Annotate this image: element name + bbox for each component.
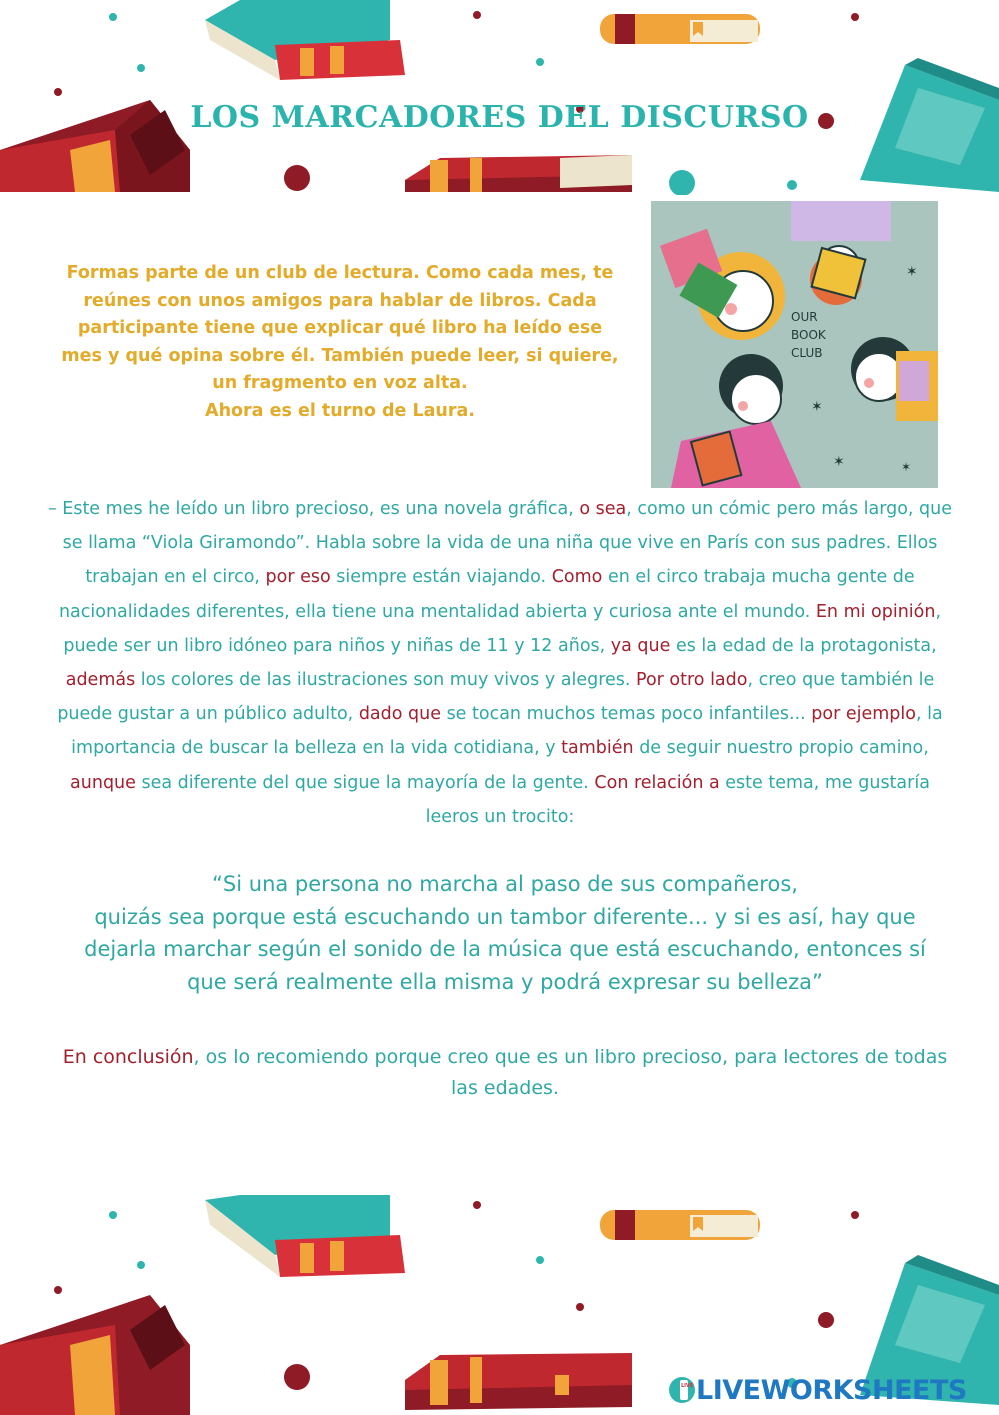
discourse-marker: En conclusión: [62, 1046, 194, 1068]
svg-text:✶: ✶: [906, 264, 918, 280]
top-decoration: [0, 0, 999, 195]
closed-book-icon: [405, 1353, 632, 1410]
closed-book-icon: [205, 0, 405, 80]
story-paragraph: [45, 492, 955, 834]
story-text: siempre están viajando.: [330, 567, 552, 588]
closed-book-icon: [600, 1210, 760, 1240]
intro-turn-text: Ahora es el turno de Laura.: [205, 400, 475, 421]
discourse-marker: también: [561, 738, 634, 759]
closed-book-icon: [205, 1195, 405, 1277]
story-text: se tocan muchos temas poco infantiles...: [441, 704, 812, 725]
quote-line: dejarla marchar según el sonido de la música que está escuchando, entonces sí: [84, 937, 926, 961]
story-text: en el circo trabaja mucha gente de nacionalidades diferentes, ella tiene una mentalidad abierta y curiosa ante el mundo.: [58, 567, 915, 622]
story-text: de seguir nuestro propio camino,: [633, 738, 929, 759]
story-text: sea diferente del que sigue la mayoría de la gente.: [135, 772, 595, 793]
open-book-icon: [0, 1295, 190, 1415]
story-text: – Este mes he leído un libro precioso, es una novela gráfica,: [47, 499, 580, 519]
story-text: , la importancia de buscar la belleza en la vida cotidiana, y: [71, 704, 943, 759]
conclusion-text: , os lo recomiendo porque creo que es un libro precioso, para lectores de todas las edades.: [193, 1046, 948, 1099]
quote-block: [50, 868, 960, 998]
story-text: los colores de las ilustraciones son muy vivos y alegres.: [135, 670, 637, 691]
svg-text:✶: ✶: [811, 399, 823, 415]
discourse-marker: Por otro lado: [636, 670, 748, 691]
discourse-marker: aunque: [70, 772, 136, 793]
quote-line: quizás sea porque está escuchando un tambor diferente... y si es así, hay que: [94, 904, 916, 929]
discourse-marker: por ejemplo: [811, 704, 916, 725]
discourse-marker: ya que: [610, 635, 671, 656]
logo-text: LIVEWORKSHEETS: [696, 1374, 967, 1406]
book-club-illustration: [651, 201, 938, 488]
book-club-image: [651, 201, 938, 488]
live-badge-icon: [668, 1376, 696, 1404]
illustration-caption-1: OUR: [791, 310, 818, 324]
live-badge-text: LIVE: [681, 1383, 694, 1389]
discourse-marker: En mi opinión: [815, 601, 936, 622]
svg-text:✶: ✶: [901, 460, 912, 474]
page-title: LOS MARCADORES DEL DISCURSO: [190, 100, 809, 135]
story-text: , creo que también le puede gustar a un público adulto,: [57, 670, 935, 725]
conclusion-paragraph: [50, 1042, 960, 1104]
story-text: , como un cómic pero más largo, que se llama “Viola Giramondo”. Habla sobre la vida de una niña que vive en París con sus padres. Ellos trabajan en el circo,: [62, 499, 953, 588]
closed-book-icon: [600, 14, 760, 44]
quote-line: que será realmente ella misma y podrá expresar su belleza”: [187, 969, 823, 994]
illustration-caption-3: CLUB: [791, 346, 823, 360]
story-text: este tema, me gustaría leeros un trocito:: [425, 772, 930, 827]
illustration-caption-2: BOOK: [791, 328, 826, 342]
discourse-marker: dado que: [358, 704, 441, 725]
discourse-marker: Con relación a: [594, 772, 720, 793]
intro-paragraph: [55, 260, 625, 425]
discourse-marker: además: [65, 670, 136, 691]
liveworksheets-logo[interactable]: [668, 1372, 967, 1408]
discourse-marker: Como: [551, 567, 603, 588]
discourse-marker: o sea: [579, 499, 627, 519]
svg-text:✶: ✶: [833, 454, 845, 470]
story-text: , puede ser un libro idóneo para niños y niñas de 11 y 12 años,: [63, 601, 942, 656]
story-text: es la edad de la protagonista,: [670, 635, 937, 656]
discourse-marker: por eso: [265, 567, 331, 588]
intro-text: Formas parte de un club de lectura. Como cada mes, te reúnes con unos amigos para hablar de libros. Cada participante tiene que explicar qué libro ha leído ese mes y qué opina sobre él. También puede leer, si quiere, un fragmento en voz alta.: [61, 263, 619, 393]
quote-line: “Si una persona no marcha al paso de sus compañeros,: [212, 872, 798, 896]
closed-book-icon: [405, 155, 632, 192]
